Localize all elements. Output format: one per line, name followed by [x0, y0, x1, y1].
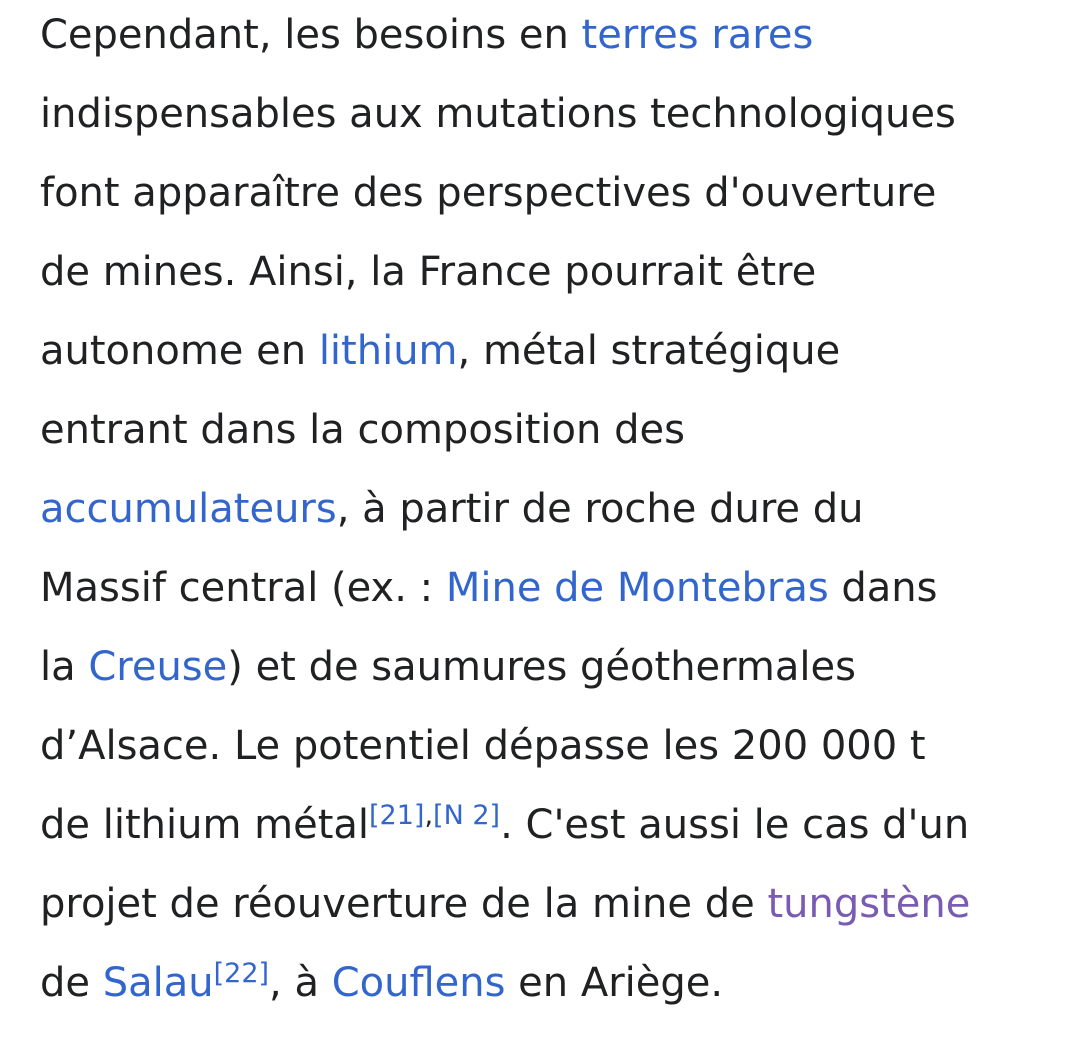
link-couflens[interactable]: Couflens [331, 960, 506, 1006]
link-mine-de-montebras[interactable]: Mine de Montebras [445, 565, 829, 611]
paragraph-line [40, 707, 1050, 786]
text-segment: . C'est aussi le cas d'un [500, 802, 970, 848]
reference-separator: , [424, 800, 434, 831]
reference-link-22[interactable]: [22] [213, 958, 270, 989]
paragraph-line [40, 549, 1050, 628]
footnote-references [369, 800, 500, 831]
link-salau[interactable]: Salau [102, 960, 214, 1006]
note-link-n2[interactable]: [N 2] [433, 800, 501, 831]
link-tungstene[interactable]: tungstène [767, 881, 971, 927]
text-segment: dans [828, 565, 938, 611]
link-terres-rares[interactable]: terres rares [581, 12, 814, 58]
paragraph-line [40, 470, 1050, 549]
text-segment: , métal stratégique [457, 328, 841, 374]
text-segment: autonome en [40, 328, 319, 374]
paragraph-line [40, 233, 1050, 312]
text-segment: de lithium métal [40, 802, 370, 848]
paragraph-line [40, 628, 1050, 707]
reference-link-21[interactable]: [21] [369, 800, 425, 831]
text-segment: de mines. Ainsi, la France pourrait être [40, 249, 817, 295]
text-segment: entrant dans la composition des [40, 407, 685, 453]
link-accumulateurs[interactable]: accumulateurs [40, 486, 337, 532]
text-segment: en Ariège. [505, 960, 724, 1006]
paragraph-line [40, 312, 1050, 391]
text-segment: font apparaître des perspectives d'ouverture [40, 170, 937, 216]
text-segment: d’Alsace. Le potentiel dépasse les 200 000 t [40, 723, 926, 769]
footnote-references [214, 958, 269, 989]
text-segment: indispensables aux mutations technologiques [40, 91, 956, 137]
link-creuse[interactable]: Creuse [88, 644, 228, 690]
paragraph-line [40, 786, 1050, 865]
link-lithium[interactable]: lithium [318, 328, 458, 374]
text-segment: Cependant, les besoins en [40, 12, 582, 58]
text-segment: de [40, 960, 103, 1006]
paragraph-line [40, 944, 1050, 1023]
paragraph-line [40, 75, 1050, 154]
paragraph-line [40, 0, 1050, 75]
text-segment: la [40, 644, 89, 690]
article-paragraph [40, 0, 1050, 1023]
paragraph-line [40, 154, 1050, 233]
text-segment: , à partir de roche dure du [336, 486, 864, 532]
paragraph-line [40, 865, 1050, 944]
text-segment: Massif central (ex. : [40, 565, 446, 611]
text-segment: , à [269, 960, 332, 1006]
paragraph-line [40, 391, 1050, 470]
text-segment: ) et de saumures géothermales [227, 644, 856, 690]
text-segment: projet de réouverture de la mine de [40, 881, 768, 927]
